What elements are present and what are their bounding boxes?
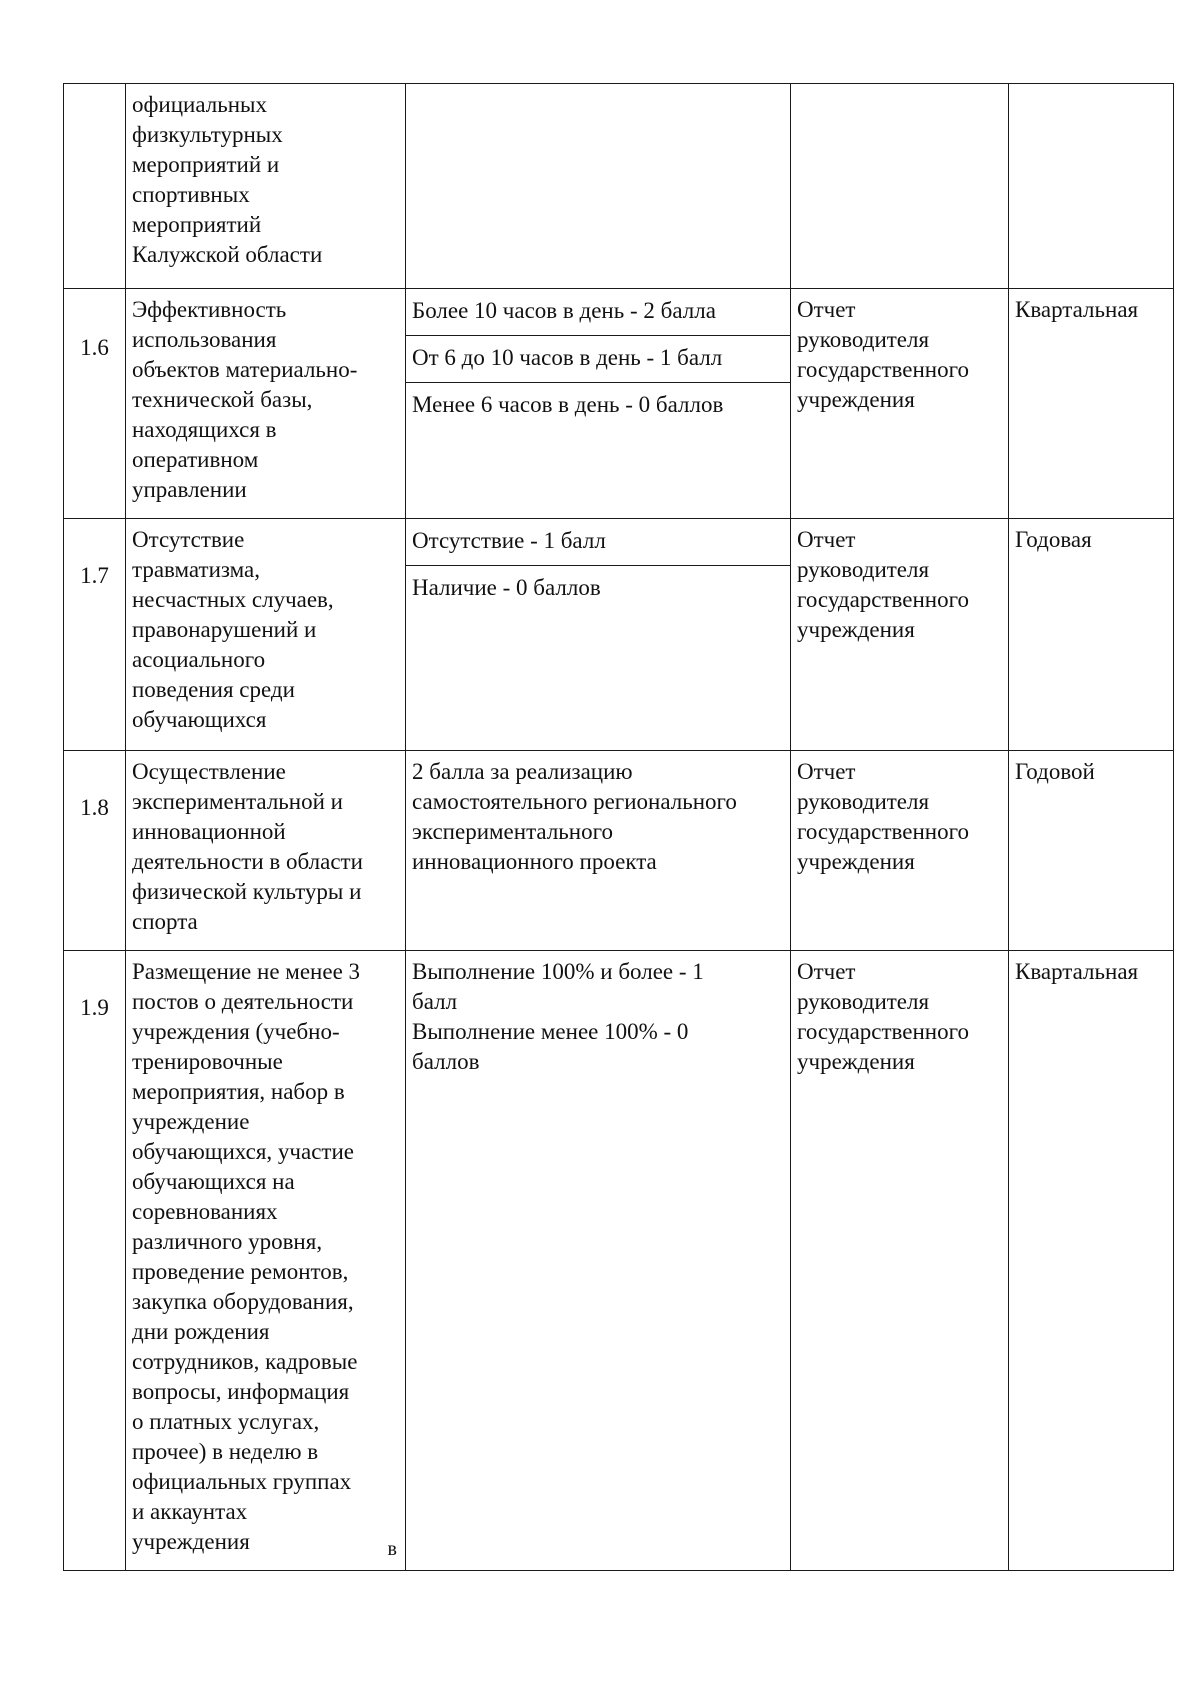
indicator-cell [126,84,406,289]
criteria-cell [406,289,791,519]
criteria-item: Менее 6 часов в день - 0 баллов [412,392,724,417]
row-number: 1.7 [80,563,109,588]
criteria-item: Более 10 часов в день - 2 балла [406,289,790,336]
row-number-cell [64,751,126,951]
period-text: Годовая [1015,527,1092,552]
criteria-item: Наличие - 0 баллов [412,575,601,600]
indicator-cell [126,951,406,1571]
criteria-text: Выполнение 100% и более - 1 балл Выполнение менее 100% - 0 баллов [412,959,704,1074]
source-text: Отчет руководителя государственного учреждения [797,527,969,642]
source-cell [791,751,1009,951]
indicator-text: Эффективность использования объектов материально- технической базы, находящихся в оперативном управлении [132,297,358,502]
period-cell [1009,751,1174,951]
indicator-text: Размещение не менее 3 постов о деятельности учреждения (учебно- тренировочные мероприятия, набор в учреждение обучающихся, участие обучающихся на соревнованиях различного уровня, проведение ремонтов, закупка оборудования, дни рождения сотрудников, кадровые вопросы, информация о платных услугах, прочее) в неделю в официальных группах и аккаунтах учреждения [132,959,361,1554]
table-row [64,519,1174,751]
source-cell [791,519,1009,751]
criteria-cell [406,84,791,289]
criteria-item: От 6 до 10 часов в день - 1 балл [406,336,790,383]
indicator-trailing-text: в [387,1538,397,1560]
period-text: Квартальная [1015,959,1139,984]
row-number-cell [64,84,126,289]
period-cell [1009,84,1174,289]
period-text: Квартальная [1015,297,1139,322]
row-number: 1.9 [80,995,109,1020]
row-number: 1.8 [80,795,109,820]
source-cell [791,951,1009,1571]
table-row [64,84,1174,289]
period-text: Годовой [1015,759,1095,784]
indicator-cell [126,751,406,951]
source-cell [791,289,1009,519]
period-cell [1009,951,1174,1571]
row-number-cell [64,519,126,751]
source-cell [791,84,1009,289]
period-cell [1009,519,1174,751]
indicator-text: Отсутствие травматизма, несчастных случаев, правонарушений и асоциального поведения среди обучающихся [132,527,334,732]
period-cell [1009,289,1174,519]
table-row [64,951,1174,1571]
indicator-cell [126,289,406,519]
row-number: 1.6 [80,335,109,360]
criteria-cell [406,951,791,1571]
indicator-cell [126,519,406,751]
criteria-table [63,83,1174,1571]
indicator-text: Осуществление экспериментальной и инновационной деятельности в области физической культуры и спорта [132,759,363,934]
criteria-cell [406,519,791,751]
criteria-text: 2 балла за реализацию самостоятельного регионального экспериментального инновационного проекта [412,759,737,874]
indicator-text: официальных физкультурных мероприятий и спортивных мероприятий Калужской области [132,92,323,267]
source-text: Отчет руководителя государственного учреждения [797,959,969,1074]
criteria-cell [406,751,791,951]
table-row [64,289,1174,519]
source-text: Отчет руководителя государственного учреждения [797,297,969,412]
row-number-cell [64,289,126,519]
table-row [64,751,1174,951]
criteria-item: Отсутствие - 1 балл [406,519,790,566]
row-number-cell [64,951,126,1571]
source-text: Отчет руководителя государственного учреждения [797,759,969,874]
